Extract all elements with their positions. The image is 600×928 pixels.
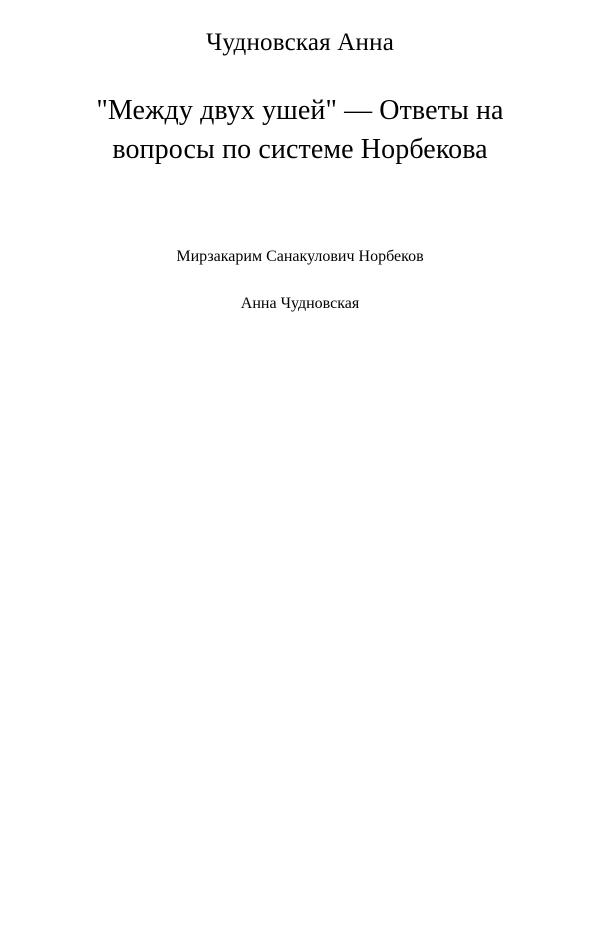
title-page [0, 28, 600, 928]
credit-author-2: Анна Чудновская [240, 295, 360, 313]
author-name-heading: Чудновская Анна [205, 29, 395, 56]
book-title-line-2: вопросы по системе Норбекова [112, 133, 488, 165]
book-title-line-1: "Между двух ушей" — Ответы на [96, 95, 504, 126]
book-title [40, 92, 560, 169]
credits-block [40, 247, 560, 315]
credit-author-1: Мирзакарим Санакулович Норбеков [176, 248, 424, 266]
